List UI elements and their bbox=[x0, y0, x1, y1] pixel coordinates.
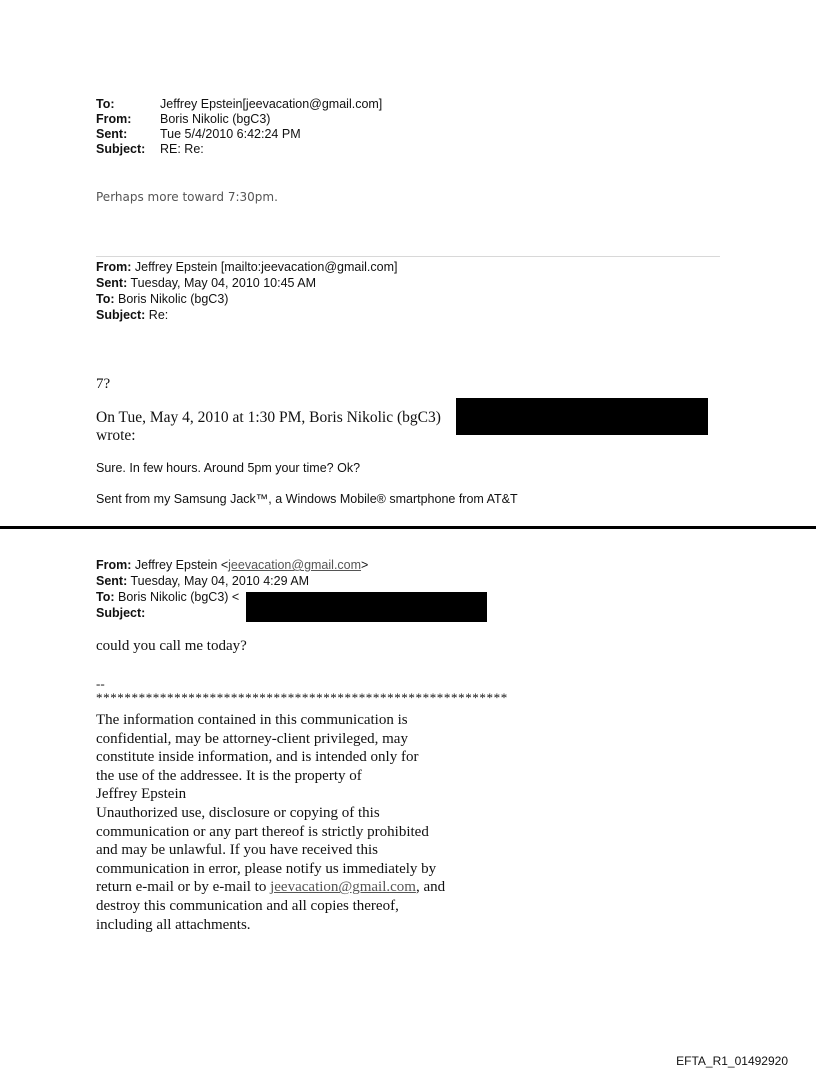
quoted1-body: 7? bbox=[96, 376, 111, 392]
quoted1-from-value: Jeffrey Epstein [mailto:jeevacation@gmail.com] bbox=[134, 260, 398, 274]
disclaimer-line: communication or any part thereof is strictly prohibited bbox=[96, 823, 429, 840]
disclaimer-line: confidential, may be attorney-client privileged, may bbox=[96, 730, 408, 747]
quoted1-on-line: On Tue, May 4, 2010 at 1:30 PM, Boris Nikolic (bgC3) bbox=[96, 409, 441, 426]
quoted1-to-row bbox=[96, 291, 228, 307]
signature-dashes: -- bbox=[96, 676, 105, 691]
quoted2-sent-value: Tuesday, May 04, 2010 4:29 AM bbox=[130, 574, 310, 588]
quoted2-from-row bbox=[96, 557, 368, 573]
disclaimer-line: constitute inside information, and is intended only for bbox=[96, 749, 419, 766]
header-sent-label: Sent: bbox=[96, 127, 128, 141]
quoted1-from-label: From: bbox=[96, 260, 132, 274]
reply-body: Perhaps more toward 7:30pm. bbox=[96, 190, 278, 204]
header-sent-value: Tue 5/4/2010 6:42:24 PM bbox=[160, 127, 301, 141]
header-subject-row bbox=[96, 142, 204, 157]
header-subject-value: RE: Re: bbox=[160, 142, 204, 156]
quoted1-subject-label: Subject: bbox=[96, 308, 146, 322]
section-divider bbox=[0, 526, 816, 529]
quoted1-message: Sure. In few hours. Around 5pm your time? Ok? bbox=[96, 461, 361, 475]
quoted1-signature: Sent from my Samsung Jack™, a Windows Mobile® smartphone from AT&T bbox=[96, 492, 518, 506]
disclaimer-line: the use of the addressee. It is the property of bbox=[96, 767, 362, 784]
quoted2-sent-row bbox=[96, 573, 309, 589]
header-to-label: To: bbox=[96, 97, 115, 111]
header-from-value: Boris Nikolic (bgC3) bbox=[160, 112, 271, 126]
disclaimer-line: including all attachments. bbox=[96, 916, 251, 933]
header-to-value: Jeffrey Epstein[jeevacation@gmail.com] bbox=[160, 97, 383, 111]
quoted2-to-label: To: bbox=[96, 590, 115, 604]
quoted2-subject-row bbox=[96, 605, 145, 621]
quoted2-to-row bbox=[96, 589, 239, 605]
header-sent-row bbox=[96, 127, 301, 142]
header-from-label: From: bbox=[96, 112, 132, 126]
quote-divider bbox=[96, 256, 720, 257]
quoted1-sent-value: Tuesday, May 04, 2010 10:45 AM bbox=[130, 276, 317, 290]
quoted2-from-email-link[interactable]: jeevacation@gmail.com bbox=[228, 558, 362, 572]
quoted1-subject-row bbox=[96, 307, 168, 323]
quoted2-subject-label: Subject: bbox=[96, 606, 146, 620]
quoted1-wrote: wrote: bbox=[96, 427, 136, 444]
disclaimer-line: destroy this communication and all copies thereof, bbox=[96, 897, 399, 914]
redaction-box bbox=[246, 592, 487, 622]
quoted2-from-prefix: Jeffrey Epstein < bbox=[134, 558, 229, 572]
disclaimer-line: The information contained in this communication is bbox=[96, 712, 408, 728]
header-from-row bbox=[96, 112, 270, 127]
quoted1-subject-value: Re: bbox=[148, 308, 169, 322]
disclaimer-return-line bbox=[96, 878, 445, 897]
quoted2-to-value: Boris Nikolic (bgC3) < bbox=[118, 590, 240, 604]
disclaimer-email-link[interactable]: jeevacation@gmail.com bbox=[270, 879, 416, 896]
quoted1-to-value: Boris Nikolic (bgC3) bbox=[118, 292, 229, 306]
disclaimer-line: Unauthorized use, disclosure or copying of this bbox=[96, 804, 380, 821]
quoted2-from-label: From: bbox=[96, 558, 132, 572]
disclaimer-line: and may be unlawful. If you have received this bbox=[96, 842, 378, 859]
header-subject-label: Subject: bbox=[96, 142, 146, 156]
quoted2-from-suffix: > bbox=[361, 558, 369, 572]
quoted1-to-label: To: bbox=[96, 292, 115, 306]
disclaimer-line: communication in error, please notify us immediately by bbox=[96, 860, 437, 877]
header-to-row bbox=[96, 97, 382, 112]
disclaimer-return-suffix: , and bbox=[415, 879, 446, 896]
redaction-box bbox=[456, 398, 708, 435]
document-id: EFTA_R1_01492920 bbox=[676, 1054, 788, 1068]
confidentiality-disclaimer bbox=[96, 711, 445, 934]
disclaimer-line: Jeffrey Epstein bbox=[96, 786, 187, 803]
quoted2-body: could you call me today? bbox=[96, 638, 247, 654]
signature-stars: ********************************************************** bbox=[96, 690, 508, 705]
quoted1-sent-label: Sent: bbox=[96, 276, 128, 290]
disclaimer-return-prefix: return e-mail or by e-mail to bbox=[96, 879, 271, 896]
quoted1-from-row bbox=[96, 259, 397, 275]
quoted2-sent-label: Sent: bbox=[96, 574, 128, 588]
quoted1-sent-row bbox=[96, 275, 316, 291]
